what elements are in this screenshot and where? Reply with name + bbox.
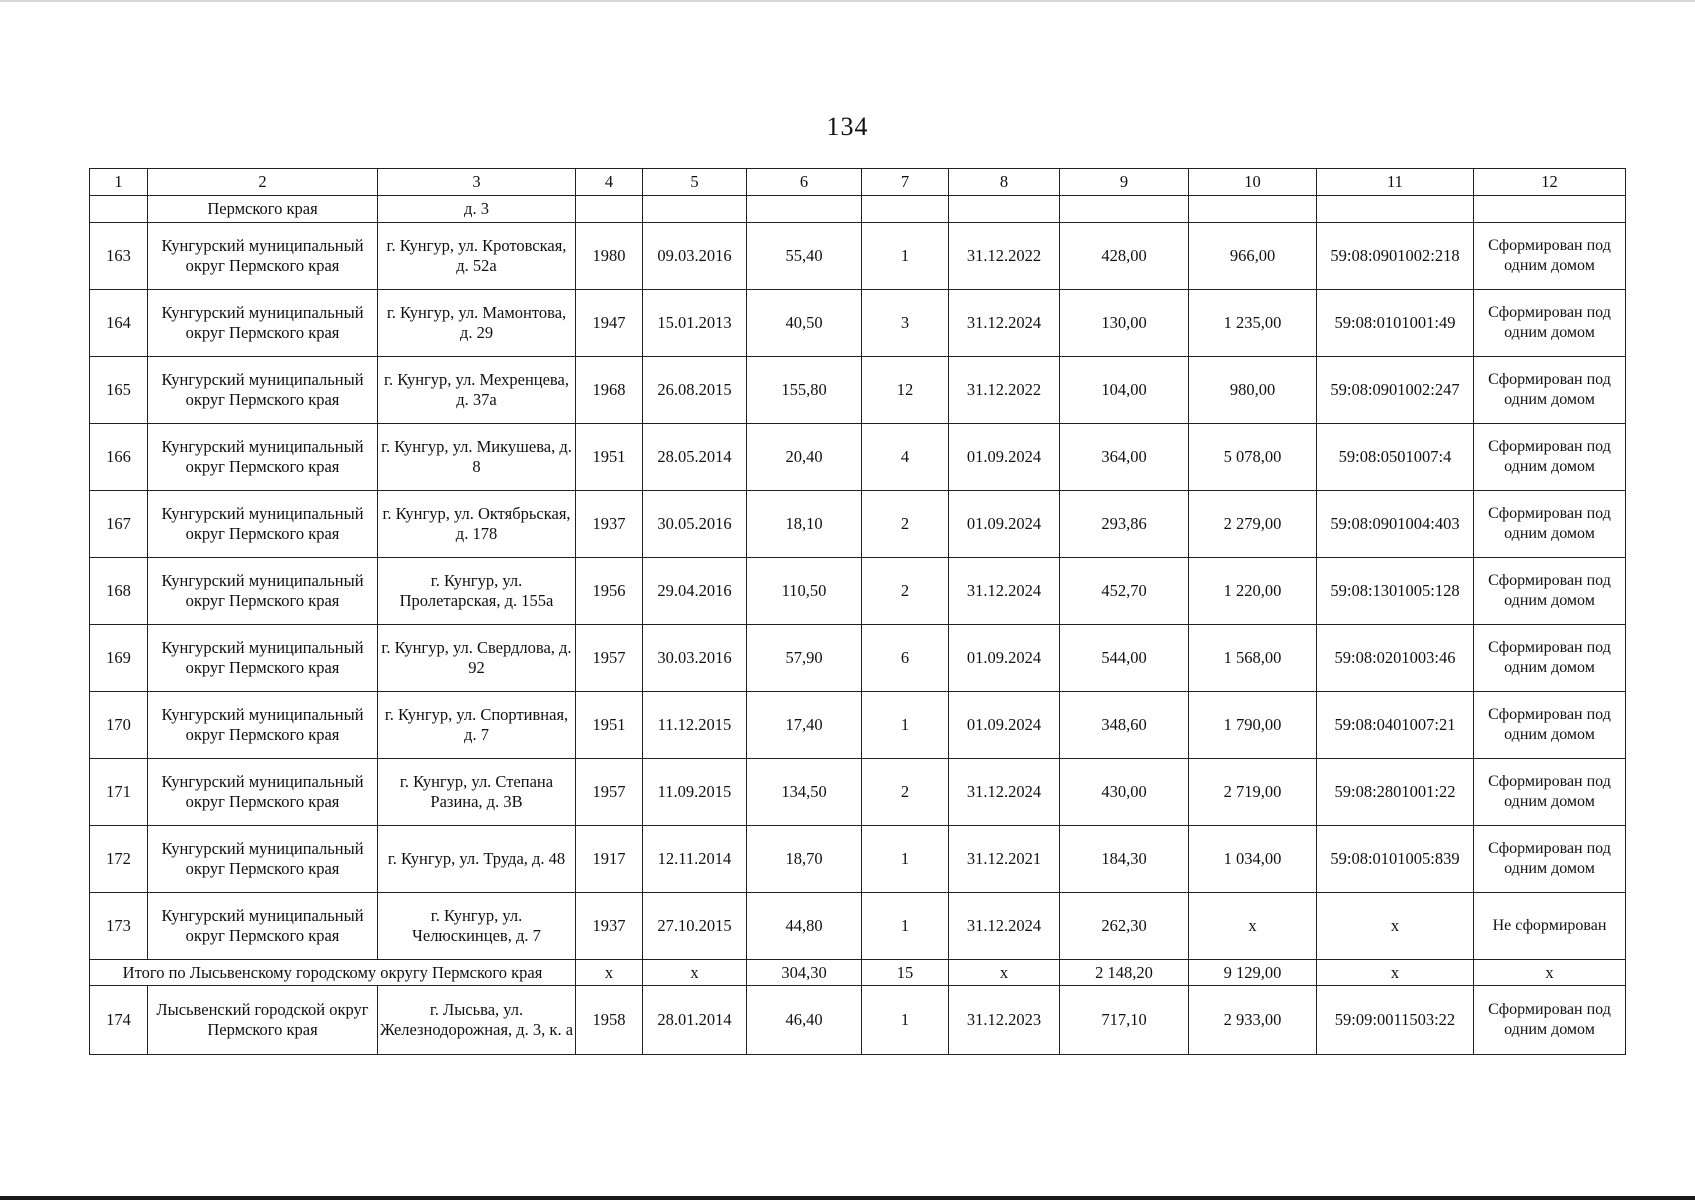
- date-cell: 12.11.2014: [643, 826, 747, 893]
- year-cell: 1917: [576, 826, 643, 893]
- header-cell: 5: [643, 169, 747, 196]
- row-number-cell: 173: [90, 893, 148, 960]
- value9-cell: 130,00: [1060, 290, 1189, 357]
- total-row: [90, 960, 1626, 986]
- year-cell: 1980: [576, 223, 643, 290]
- address-cell: г. Кунгур, ул. Челюскинцев, д. 7: [378, 893, 576, 960]
- deadline-cell: 01.09.2024: [949, 424, 1060, 491]
- date-cell: 30.05.2016: [643, 491, 747, 558]
- status-cell: Сформирован под одним домом: [1474, 290, 1626, 357]
- value10-cell: 980,00: [1189, 357, 1317, 424]
- value10-cell: х: [1189, 893, 1317, 960]
- value10-cell: 2 933,00: [1189, 986, 1317, 1055]
- cadastral-cell: 59:09:0011503:22: [1317, 986, 1474, 1055]
- area-cell: 40,50: [747, 290, 862, 357]
- count-cell: 6: [862, 625, 949, 692]
- year-cell: 1958: [576, 986, 643, 1055]
- value9-cell: 544,00: [1060, 625, 1189, 692]
- header-cell: 9: [1060, 169, 1189, 196]
- area-cell: 55,40: [747, 223, 862, 290]
- deadline-cell: 31.12.2024: [949, 893, 1060, 960]
- year-cell: 1968: [576, 357, 643, 424]
- deadline-cell: 31.12.2024: [949, 290, 1060, 357]
- row-number-cell: 167: [90, 491, 148, 558]
- header-cell: 2: [148, 169, 378, 196]
- count-cell: 1: [862, 692, 949, 759]
- cadastral-cell: 59:08:0201003:46: [1317, 625, 1474, 692]
- year-cell: 1937: [576, 491, 643, 558]
- deadline-cell: 31.12.2024: [949, 759, 1060, 826]
- header-cell: 6: [747, 169, 862, 196]
- row-number-cell: 165: [90, 357, 148, 424]
- table-cell: [949, 196, 1060, 223]
- address-cell: г. Кунгур, ул. Октябрьская, д. 178: [378, 491, 576, 558]
- area-cell: 44,80: [747, 893, 862, 960]
- value9-cell: 717,10: [1060, 986, 1189, 1055]
- count-cell: 2: [862, 759, 949, 826]
- year-cell: 1957: [576, 759, 643, 826]
- status-cell: Сформирован под одним домом: [1474, 491, 1626, 558]
- count-cell: 3: [862, 290, 949, 357]
- area-cell: 134,50: [747, 759, 862, 826]
- deadline-cell: 01.09.2024: [949, 625, 1060, 692]
- status-cell: Сформирован под одним домом: [1474, 223, 1626, 290]
- municipality-cell: Кунгурский муниципальный округ Пермского края: [148, 759, 378, 826]
- header-cell: 4: [576, 169, 643, 196]
- address-cell: г. Кунгур, ул. Свердлова, д. 92: [378, 625, 576, 692]
- table-cell: [1474, 196, 1626, 223]
- count-cell: 1: [862, 826, 949, 893]
- row-number-cell: 172: [90, 826, 148, 893]
- table-cell: [90, 196, 148, 223]
- deadline-cell: 31.12.2024: [949, 558, 1060, 625]
- table-row: [90, 625, 1626, 692]
- value10-cell: 2 279,00: [1189, 491, 1317, 558]
- table-row: [90, 826, 1626, 893]
- address-cell: д. 3: [378, 196, 576, 223]
- deadline-cell: 31.12.2022: [949, 223, 1060, 290]
- address-cell: г. Кунгур, ул. Мехренцева, д. 37а: [378, 357, 576, 424]
- row-number-cell: 168: [90, 558, 148, 625]
- municipality-cell: Кунгурский муниципальный округ Пермского края: [148, 223, 378, 290]
- address-cell: г. Кунгур, ул. Труда, д. 48: [378, 826, 576, 893]
- header-cell: 10: [1189, 169, 1317, 196]
- value9-cell: 293,86: [1060, 491, 1189, 558]
- header-cell: 8: [949, 169, 1060, 196]
- count-cell: 2: [862, 558, 949, 625]
- date-cell: 11.09.2015: [643, 759, 747, 826]
- date-cell: 11.12.2015: [643, 692, 747, 759]
- row-number-cell: 163: [90, 223, 148, 290]
- row-number-cell: 174: [90, 986, 148, 1055]
- value9-cell: 364,00: [1060, 424, 1189, 491]
- table-row: [90, 223, 1626, 290]
- year-cell: 1951: [576, 692, 643, 759]
- address-cell: г. Кунгур, ул. Кротовская, д. 52а: [378, 223, 576, 290]
- table-row: [90, 986, 1626, 1055]
- deadline-cell: 31.12.2023: [949, 986, 1060, 1055]
- value10-cell: 1 235,00: [1189, 290, 1317, 357]
- table-cell: [862, 196, 949, 223]
- address-cell: г. Кунгур, ул. Пролетарская, д. 155а: [378, 558, 576, 625]
- total-cell: х: [949, 960, 1060, 986]
- cadastral-cell: х: [1317, 893, 1474, 960]
- address-cell: г. Кунгур, ул. Спортивная, д. 7: [378, 692, 576, 759]
- cadastral-cell: 59:08:0401007:21: [1317, 692, 1474, 759]
- status-cell: Сформирован под одним домом: [1474, 986, 1626, 1055]
- municipality-cell: Кунгурский муниципальный округ Пермского края: [148, 491, 378, 558]
- count-cell: 1: [862, 893, 949, 960]
- area-cell: 17,40: [747, 692, 862, 759]
- date-cell: 15.01.2013: [643, 290, 747, 357]
- area-cell: 18,10: [747, 491, 862, 558]
- date-cell: 26.08.2015: [643, 357, 747, 424]
- deadline-cell: 01.09.2024: [949, 491, 1060, 558]
- cadastral-cell: 59:08:0101005:839: [1317, 826, 1474, 893]
- value9-cell: 184,30: [1060, 826, 1189, 893]
- table-cell: [576, 196, 643, 223]
- count-cell: 2: [862, 491, 949, 558]
- total-cell: х: [576, 960, 643, 986]
- area-cell: 46,40: [747, 986, 862, 1055]
- year-cell: 1947: [576, 290, 643, 357]
- count-cell: 1: [862, 986, 949, 1055]
- count-cell: 1: [862, 223, 949, 290]
- row-number-cell: 169: [90, 625, 148, 692]
- cadastral-cell: 59:08:0101001:49: [1317, 290, 1474, 357]
- address-cell: г. Кунгур, ул. Мамонтова, д. 29: [378, 290, 576, 357]
- total-cell: х: [1317, 960, 1474, 986]
- value9-cell: 428,00: [1060, 223, 1189, 290]
- year-cell: 1951: [576, 424, 643, 491]
- deadline-cell: 01.09.2024: [949, 692, 1060, 759]
- cadastral-cell: 59:08:0901002:218: [1317, 223, 1474, 290]
- continuation-row: [90, 196, 1626, 223]
- date-cell: 27.10.2015: [643, 893, 747, 960]
- area-cell: 57,90: [747, 625, 862, 692]
- table-cell: [1189, 196, 1317, 223]
- cadastral-cell: 59:08:2801001:22: [1317, 759, 1474, 826]
- total-cell: 2 148,20: [1060, 960, 1189, 986]
- cadastral-cell: 59:08:0501007:4: [1317, 424, 1474, 491]
- area-cell: 20,40: [747, 424, 862, 491]
- year-cell: 1957: [576, 625, 643, 692]
- table-row: [90, 357, 1626, 424]
- value10-cell: 2 719,00: [1189, 759, 1317, 826]
- row-number-cell: 170: [90, 692, 148, 759]
- address-cell: г. Кунгур, ул. Степана Разина, д. 3В: [378, 759, 576, 826]
- cadastral-cell: 59:08:0901002:247: [1317, 357, 1474, 424]
- registry-table: [89, 168, 1626, 1055]
- count-cell: 4: [862, 424, 949, 491]
- value10-cell: 966,00: [1189, 223, 1317, 290]
- table-cell: [1317, 196, 1474, 223]
- header-cell: 7: [862, 169, 949, 196]
- municipality-cell: Лысьвенский городской округ Пермского края: [148, 986, 378, 1055]
- address-cell: г. Лысьва, ул. Железнодорожная, д. 3, к. а: [378, 986, 576, 1055]
- date-cell: 30.03.2016: [643, 625, 747, 692]
- municipality-cell: Кунгурский муниципальный округ Пермского края: [148, 290, 378, 357]
- status-cell: Сформирован под одним домом: [1474, 759, 1626, 826]
- cadastral-cell: 59:08:1301005:128: [1317, 558, 1474, 625]
- status-cell: Сформирован под одним домом: [1474, 558, 1626, 625]
- value9-cell: 262,30: [1060, 893, 1189, 960]
- header-cell: 12: [1474, 169, 1626, 196]
- scan-edge-top: [0, 0, 1695, 2]
- status-cell: Сформирован под одним домом: [1474, 625, 1626, 692]
- value9-cell: 452,70: [1060, 558, 1189, 625]
- status-cell: Сформирован под одним домом: [1474, 424, 1626, 491]
- total-cell: 9 129,00: [1189, 960, 1317, 986]
- row-number-cell: 166: [90, 424, 148, 491]
- row-number-cell: 164: [90, 290, 148, 357]
- total-cell: 304,30: [747, 960, 862, 986]
- status-cell: Сформирован под одним домом: [1474, 357, 1626, 424]
- status-cell: Сформирован под одним домом: [1474, 692, 1626, 759]
- value10-cell: 1 220,00: [1189, 558, 1317, 625]
- value9-cell: 104,00: [1060, 357, 1189, 424]
- table-row: [90, 424, 1626, 491]
- address-cell: г. Кунгур, ул. Микушева, д. 8: [378, 424, 576, 491]
- header-cell: 1: [90, 169, 148, 196]
- total-cell: х: [1474, 960, 1626, 986]
- municipality-cell: Кунгурский муниципальный округ Пермского края: [148, 424, 378, 491]
- area-cell: 155,80: [747, 357, 862, 424]
- table-cell: [643, 196, 747, 223]
- header-cell: 11: [1317, 169, 1474, 196]
- header-cell: 3: [378, 169, 576, 196]
- municipality-cell: Кунгурский муниципальный округ Пермского края: [148, 826, 378, 893]
- deadline-cell: 31.12.2021: [949, 826, 1060, 893]
- table-row: [90, 893, 1626, 960]
- value10-cell: 1 568,00: [1189, 625, 1317, 692]
- date-cell: 28.05.2014: [643, 424, 747, 491]
- value9-cell: 430,00: [1060, 759, 1189, 826]
- table-cell: [747, 196, 862, 223]
- date-cell: 09.03.2016: [643, 223, 747, 290]
- date-cell: 29.04.2016: [643, 558, 747, 625]
- value10-cell: 1 790,00: [1189, 692, 1317, 759]
- total-cell: 15: [862, 960, 949, 986]
- date-cell: 28.01.2014: [643, 986, 747, 1055]
- table-row: [90, 290, 1626, 357]
- header-row: [90, 169, 1626, 196]
- table-row: [90, 759, 1626, 826]
- value10-cell: 5 078,00: [1189, 424, 1317, 491]
- area-cell: 18,70: [747, 826, 862, 893]
- page-number: 134: [826, 112, 869, 141]
- year-cell: 1956: [576, 558, 643, 625]
- table-cell: [1060, 196, 1189, 223]
- total-cell: х: [643, 960, 747, 986]
- scan-edge-bottom: [0, 1196, 1695, 1200]
- year-cell: 1937: [576, 893, 643, 960]
- municipality-cell: Кунгурский муниципальный округ Пермского края: [148, 625, 378, 692]
- value10-cell: 1 034,00: [1189, 826, 1317, 893]
- municipality-cell: Кунгурский муниципальный округ Пермского края: [148, 558, 378, 625]
- table-row: [90, 558, 1626, 625]
- municipality-cell: Кунгурский муниципальный округ Пермского края: [148, 893, 378, 960]
- table-row: [90, 692, 1626, 759]
- area-cell: 110,50: [747, 558, 862, 625]
- municipality-cell: Кунгурский муниципальный округ Пермского края: [148, 692, 378, 759]
- cadastral-cell: 59:08:0901004:403: [1317, 491, 1474, 558]
- municipality-cell: Пермского края: [148, 196, 378, 223]
- status-cell: Не сформирован: [1474, 893, 1626, 960]
- status-cell: Сформирован под одним домом: [1474, 826, 1626, 893]
- total-label: Итого по Лысьвенскому городскому округу Пермского края: [90, 960, 576, 986]
- municipality-cell: Кунгурский муниципальный округ Пермского края: [148, 357, 378, 424]
- count-cell: 12: [862, 357, 949, 424]
- table-row: [90, 491, 1626, 558]
- deadline-cell: 31.12.2022: [949, 357, 1060, 424]
- value9-cell: 348,60: [1060, 692, 1189, 759]
- row-number-cell: 171: [90, 759, 148, 826]
